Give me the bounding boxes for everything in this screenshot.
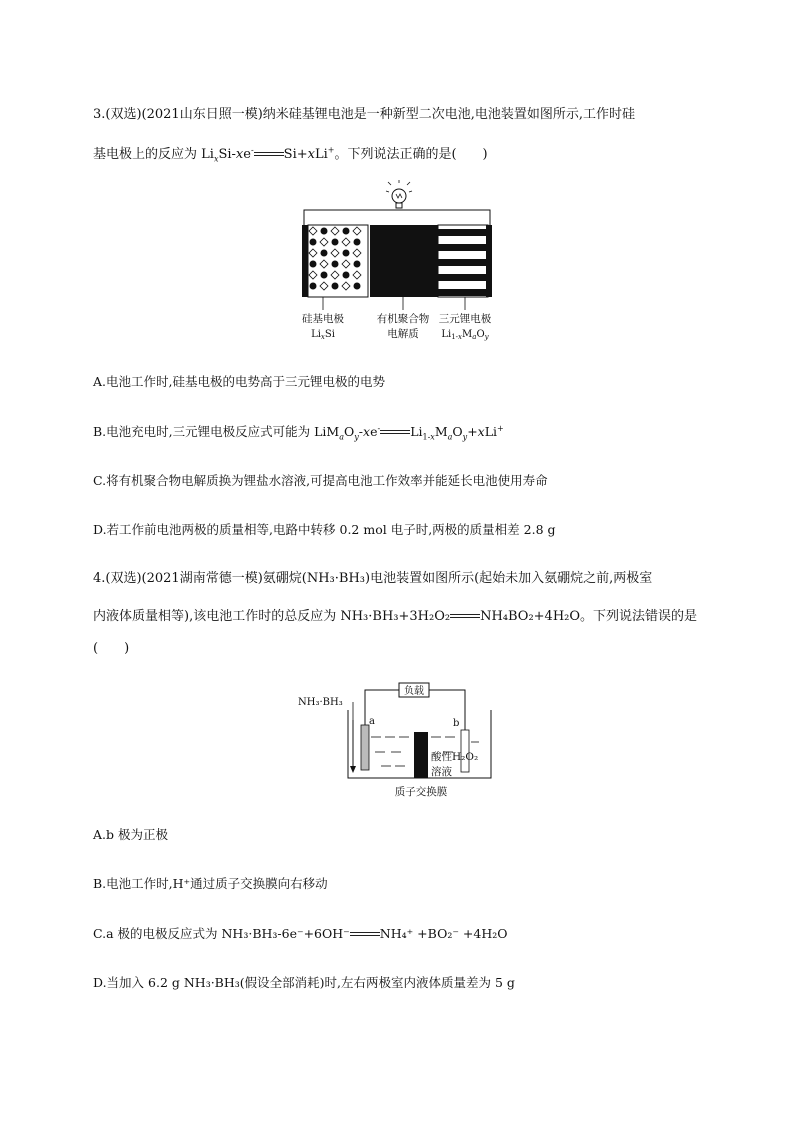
fuel-cell-diagram <box>293 680 503 805</box>
solution-label-1: 酸性H₂O₂ <box>431 751 479 763</box>
q4-option-a[interactable]: A.b 极为正极 <box>93 827 168 842</box>
li-dot <box>310 239 317 246</box>
electrode-a-label: a <box>369 716 375 727</box>
label-electrolyte-1: 有机聚合物 <box>376 313 430 325</box>
li-dot <box>332 283 339 290</box>
li-dot <box>321 250 328 257</box>
q4-option-b[interactable]: B.电池工作时,H⁺通过质子交换膜向右移动 <box>93 876 328 891</box>
equals-sign <box>254 150 284 160</box>
li-dot <box>310 283 317 290</box>
li-dot <box>321 228 328 235</box>
li-dot <box>332 239 339 246</box>
label-lixsi: $Li_xSi$ <box>311 329 335 341</box>
li-dot <box>354 239 361 246</box>
q3-stem-line2: 基电极上的反应为 $Li_xSi-xe^-$ Si+xLi+。下列说法正确的是( ) <box>93 145 488 164</box>
li-dot <box>332 261 339 268</box>
q3-option-a[interactable]: A.电池工作时,硅基电极的电势高于三元锂电极的电势 <box>93 374 385 389</box>
load-label: 负载 <box>404 686 424 697</box>
li-dot <box>354 283 361 290</box>
proton-exchange-membrane <box>414 732 428 778</box>
q3-option-b[interactable]: B.电池充电时,三元锂电极反应式可能为 $LiM_aO_y-xe^-$ $Li_{1-x}M_aO_y+xLi^+$ <box>93 423 504 442</box>
q3-option-d[interactable]: D.若工作前电池两极的质量相等,电路中转移 0.2 mol 电子时,两极的质量相差 2.8 g <box>93 522 556 537</box>
q3-stem-line1: 3.(双选)(2021山东日照一模)纳米硅基锂电池是一种新型二次电池,电池装置如图所示,工作时硅 <box>93 107 636 122</box>
reagent-label: NH₃·BH₃ <box>298 697 343 708</box>
q3-option-c[interactable]: C.将有机聚合物电解质换为锂盐水溶液,可提高电池工作效率并能延长电池使用寿命 <box>93 473 548 488</box>
membrane-label: 质子交换膜 <box>394 786 448 798</box>
battery-diagram <box>290 180 510 350</box>
li-dot <box>310 261 317 268</box>
q4-stem-line1: 4.(双选)(2021湖南常德一模)氨硼烷(NH₃·BH₃)电池装置如图所示(起始未加入氨硼烷之前,两极室 <box>93 571 653 586</box>
li-dot <box>321 272 328 279</box>
q4-option-c[interactable]: C.a 极的电极反应式为 NH₃·BH₃-6e⁻+6OH⁻ NH₄⁺ +BO₂⁻ +4H₂O <box>93 926 508 941</box>
q4-stem-line3: ( ) <box>93 641 130 656</box>
li-dot <box>343 272 350 279</box>
label-ternary-electrode: 三元锂电极 <box>438 313 492 325</box>
q4-stem-line2: 内液体质量相等),该电池工作时的总反应为 NH₃·BH₃+3H₂O₂ NH₄BO₂+4H₂O。下列说法错误的是 <box>93 609 698 624</box>
electrode-b-label: b <box>453 718 460 729</box>
li-dot <box>343 228 350 235</box>
equals-sign <box>450 612 480 622</box>
lightbulb-icon <box>386 180 412 208</box>
label-electrolyte-2: 电解质 <box>387 328 419 340</box>
q4-option-d[interactable]: D.当加入 6.2 g NH₃·BH₃(假设全部消耗)时,左右两极室内液体质量差为 5 g <box>93 975 515 990</box>
li-dot <box>343 250 350 257</box>
solution-label-2: 溶液 <box>431 766 452 778</box>
label-si-electrode: 硅基电极 <box>302 313 344 325</box>
li-dot <box>354 261 361 268</box>
label-ternary-formula: $Li_{1-x}M_aO_y$ <box>441 329 489 341</box>
